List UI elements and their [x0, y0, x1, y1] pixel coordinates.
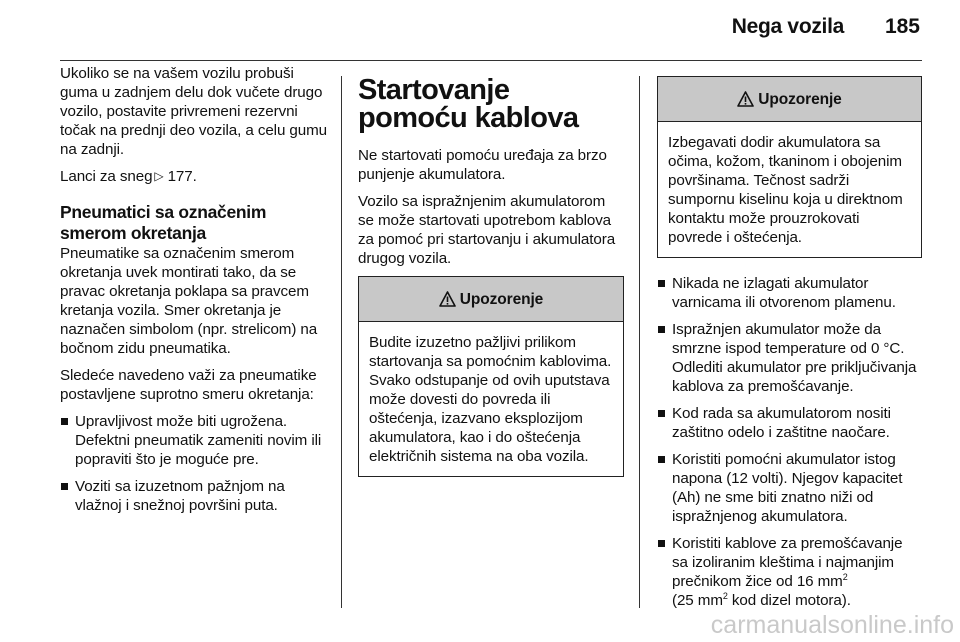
list-item: Upravljivost može biti ugrožena. Defektni pneumatik zameniti novim ili popraviti što je moguće pre. — [60, 412, 330, 469]
warning-triangle-icon — [439, 291, 456, 307]
paragraph: Vozilo sa ispražnjenim akumulatorom se može startovati upotrebom kablova za pomoć pri startovanju i akumulatora drugog vozila. — [358, 193, 616, 267]
paragraph: Ne startovati pomoću uređaja za brzo punjenje akumulatora. — [358, 147, 607, 183]
warning-box — [358, 276, 624, 477]
cable-spec-diesel: (25 mm — [672, 592, 723, 609]
section-heading: Pneumatici sa označenim smerom okretanja — [60, 202, 267, 243]
paragraph-snow-chains — [60, 167, 330, 186]
warning-text: Izbegavati dodir akumulatora sa očima, kožom, tkaninom i obojenim površinama. Tečnost sadrži sumpornu kiselinu koja u direktnom kontaktu može prouzrokovati povrede i oštećenja. — [668, 134, 903, 246]
page-number: 185 — [884, 15, 920, 38]
superscript: 2 — [722, 591, 728, 601]
header-title: Nega vozila — [731, 15, 844, 38]
column-right — [657, 76, 922, 618]
warning-header — [658, 77, 921, 122]
cable-spec-text: Koristiti kablove za premošćavanje sa izoliranim kleštima i najmanjim prečnikom žice od 16 mm — [672, 535, 903, 590]
list-item: Voziti sa izuzetnom pažnjom na vlažnoj i snežnoj površini puta. — [60, 477, 330, 515]
warning-triangle-icon — [737, 91, 754, 107]
page-reference[interactable]: 177. — [167, 168, 197, 185]
column-middle — [358, 64, 624, 493]
list-item: Nikada ne izlagati akumulator varnicama ili otvorenom plamenu. — [657, 274, 922, 312]
paragraph: Pneumatike sa označenim smerom okretanja uvek montirati tako, da se pravac okretanja poklapa sa pravcem kretanja vozila. Smer okretanja je naznačen simbolom (npr. strelicom) na bočnom zidu pneumatika. — [60, 245, 318, 357]
column-divider — [639, 76, 640, 608]
bullet-list — [60, 412, 330, 515]
page-reference-icon: ▷ — [154, 169, 164, 183]
warning-text: Budite izuzetno pažljivi prilikom startovanja sa pomoćnim kablovima. Svako odstupanje od ovih uputstava može dovesti do povreda ili oštećenja, izazvano eksplozijom akumulatora, kao i do oštećenja električnih sistema na oba vozila. — [369, 334, 612, 465]
watermark: carmanualsonline.info — [710, 611, 954, 639]
warning-title: Upozorenje — [459, 290, 544, 308]
snow-chains-text: Lanci za sneg — [60, 168, 153, 185]
section-title: Startovanje pomoću kablova — [358, 74, 579, 134]
bullet-list — [657, 274, 922, 610]
list-item: Kod rada sa akumulatorom nositi zaštitno odelo i zaštitne naočare. — [657, 404, 922, 442]
superscript: 2 — [842, 572, 848, 582]
paragraph: Sledeće navedeno važi za pneumatike postavljene suprotno smeru okretanja: — [60, 367, 317, 403]
warning-header — [359, 277, 623, 322]
column-left — [60, 64, 330, 523]
cable-spec-diesel-end: kod dizel motora). — [731, 592, 851, 609]
list-item-cable-spec — [657, 534, 922, 610]
list-item: Koristiti pomoćni akumulator istog napona (12 volti). Njegov kapacitet (Ah) ne sme biti znatno niži od ispražnjenog akumulatora. — [657, 450, 922, 526]
warning-box — [657, 76, 922, 258]
warning-title: Upozorenje — [758, 90, 842, 108]
column-divider — [341, 76, 342, 608]
list-item: Ispražnjen akumulator može da smrzne ispod temperature od 0 °C. Odlediti akumulator pre priključivanja kablova za premošćavanje. — [657, 320, 922, 396]
paragraph: Ukoliko se na vašem vozilu probuši guma u zadnjem delu dok vučete drugo vozilo, postavite privremeni rezervni točak na prednji deo vozila, a celu gumu na zadnji. — [60, 65, 328, 158]
page-header — [60, 0, 922, 61]
